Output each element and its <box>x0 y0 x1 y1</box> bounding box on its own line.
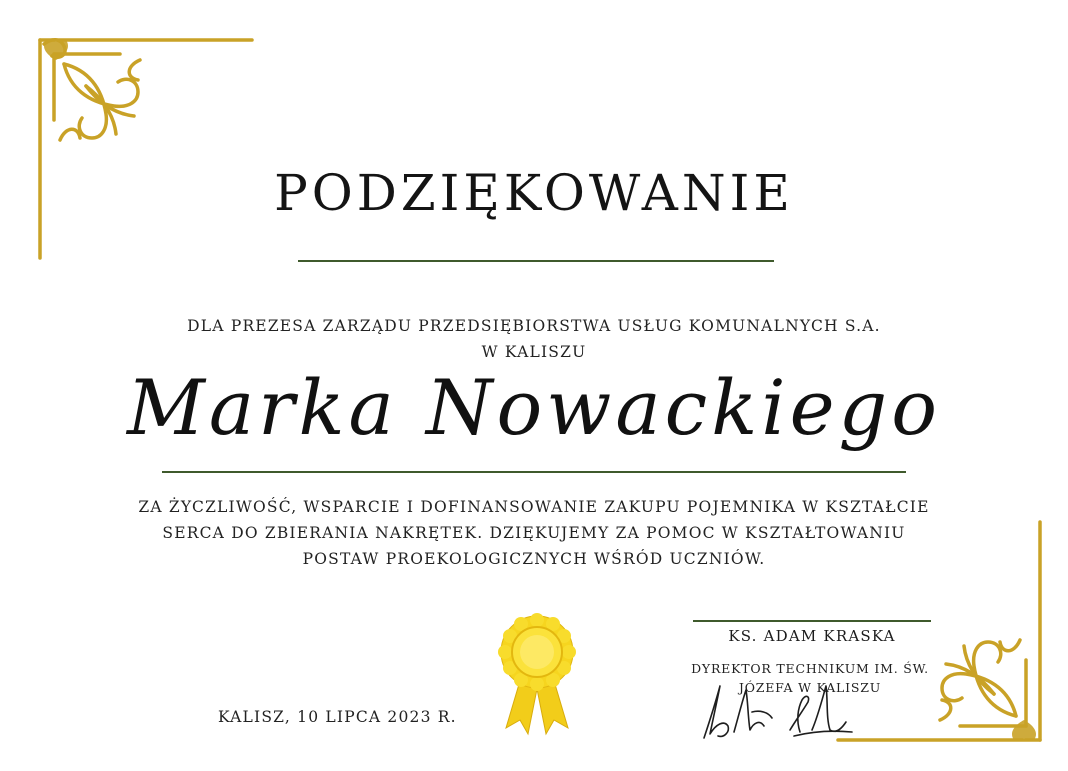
recipient-city: W KALISZU <box>481 343 587 361</box>
place-and-date: KALISZ, 10 LIPCA 2023 R. <box>218 708 457 726</box>
signer-name: KS. ADAM KRASKA <box>728 627 896 645</box>
recipient-name: Marka Nowackiego <box>127 363 941 452</box>
signer-role-line: JÓZEFA W KALISZU <box>738 680 882 695</box>
recipient-position: DLA PREZESA ZARZĄDU PRZEDSIĘBIORSTWA USŁUG KOMUNALNYCH S.A. <box>187 317 881 335</box>
name-divider <box>162 471 906 473</box>
title-divider <box>298 260 774 262</box>
handwritten-signature-icon <box>690 672 870 748</box>
signature-divider <box>693 620 931 622</box>
top-left-ornament-icon <box>30 30 270 270</box>
thanks-message <box>100 494 968 572</box>
signer-role-line: DYREKTOR TECHNIKUM IM. ŚW. <box>691 661 929 676</box>
thanks-message-line: POSTAW PROEKOLOGICZNYCH WŚRÓD UCZNIÓW. <box>302 550 766 568</box>
thanks-message-line: ZA ŻYCZLIWOŚĆ, WSPARCIE I DOFINANSOWANIE ZAKUPU POJEMNIKA W KSZTAŁCIE <box>138 498 930 516</box>
thanks-message-line: SERCA DO ZBIERANIA NAKRĘTEK. DZIĘKUJEMY ZA POMOC W KSZTAŁTOWANIU <box>162 524 906 542</box>
certificate-title: PODZIĘKOWANIE <box>274 164 794 222</box>
award-rosette-icon <box>492 612 582 738</box>
